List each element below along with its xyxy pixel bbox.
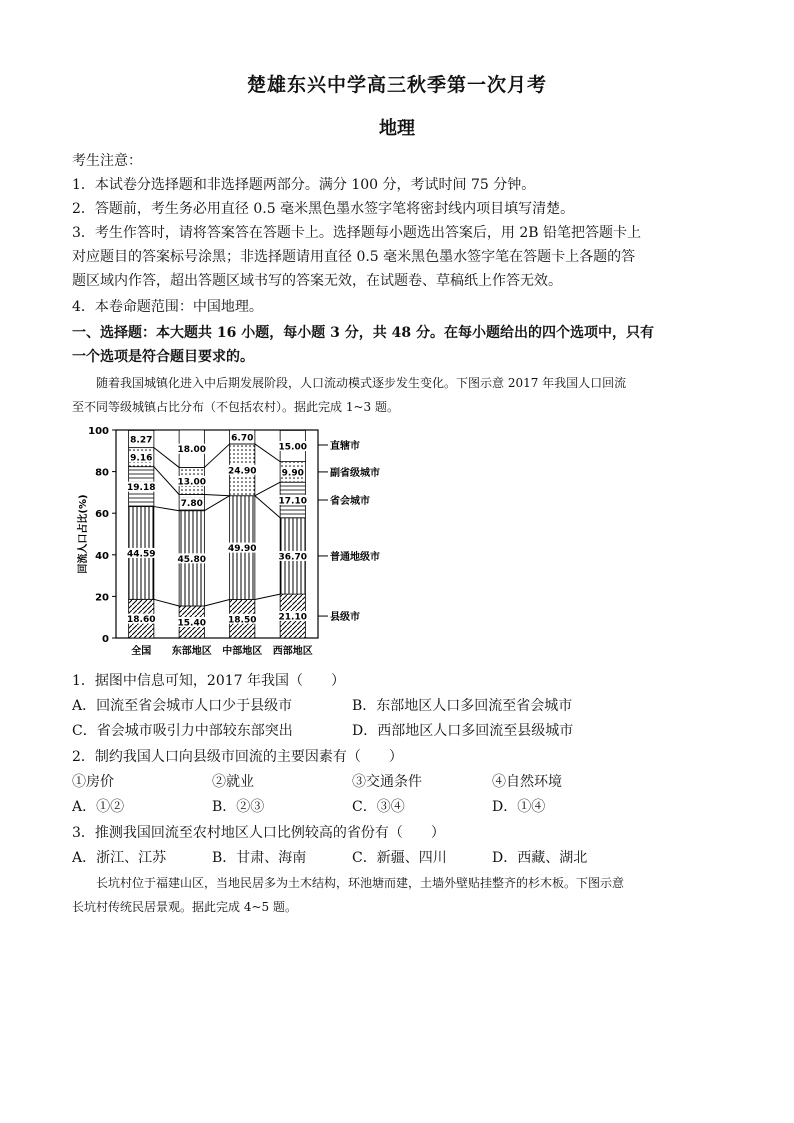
data-label: 17.10 bbox=[278, 496, 307, 507]
question-1-stem: 1．据图中信息可知，2017 年我国（ ） bbox=[72, 673, 345, 689]
q3-option-b[interactable]: B．甘肃、海南 bbox=[212, 850, 307, 866]
section-heading-cont: 一个选项是符合题目要求的。 bbox=[72, 349, 254, 365]
q2-factor-4: ④自然环境 bbox=[492, 774, 562, 790]
data-label: 18.50 bbox=[228, 615, 257, 626]
page-title: 楚雄东兴中学高三秋季第一次月考 bbox=[246, 74, 547, 96]
q1-option-a[interactable]: A．回流至省会城市人口少于县级市 bbox=[72, 698, 293, 714]
data-label: 36.70 bbox=[278, 552, 307, 563]
q1-option-c[interactable]: C．省会城市吸引力中部较东部突出 bbox=[72, 723, 293, 739]
q2-factor-2: ②就业 bbox=[212, 774, 254, 790]
q2-option-a[interactable]: A．①② bbox=[72, 799, 125, 815]
notice-item: 2．答题前，考生务必用直径 0.5 毫米黑色墨水签字笔将密封线内项目填写清楚。 bbox=[72, 201, 575, 217]
q2-option-c[interactable]: C．③④ bbox=[352, 799, 405, 815]
data-label: 9.16 bbox=[130, 453, 153, 464]
y-axis-label: 回流人口占比(%) bbox=[78, 494, 89, 574]
legend-label: 副省级城市 bbox=[330, 467, 380, 479]
passage-1: 随着我国城镇化进入中后期发展阶段，人口流动模式逐步发生变化。下图示意 2017 年我国人口回流 bbox=[96, 376, 627, 390]
passage-1-cont: 至不同等级城镇占比分布（不包括农村）。据此完成 1~3 题。 bbox=[72, 400, 399, 414]
data-label: 18.00 bbox=[177, 445, 206, 456]
question-3-stem: 3．推测我国回流至农村地区人口比例较高的省份有（ ） bbox=[72, 825, 445, 841]
legend-label: 省会城市 bbox=[330, 495, 370, 507]
data-label: 7.80 bbox=[180, 499, 203, 510]
section-heading: 一、选择题：本大题共 16 小题，每小题 3 分，共 48 分。在每小题给出的四个选项中，只有 bbox=[72, 325, 654, 341]
passage-2-cont: 长坑村传统民居景观。据此完成 4~5 题。 bbox=[72, 900, 297, 914]
data-label: 8.27 bbox=[130, 435, 153, 446]
subject-title: 地理 bbox=[379, 118, 415, 139]
data-label: 15.40 bbox=[177, 618, 206, 629]
x-category-label: 东部地区 bbox=[171, 646, 212, 657]
y-tick-label: 40 bbox=[95, 550, 109, 562]
data-label: 19.18 bbox=[127, 483, 156, 494]
data-label: 15.00 bbox=[278, 442, 307, 453]
q2-factor-1: ①房价 bbox=[72, 774, 114, 790]
q3-option-a[interactable]: A．浙江、江苏 bbox=[72, 850, 167, 866]
q2-factor-3: ③交通条件 bbox=[352, 774, 422, 790]
x-category-label: 全国 bbox=[131, 646, 152, 657]
data-label: 6.70 bbox=[231, 433, 254, 444]
data-label: 24.90 bbox=[228, 466, 257, 477]
notice-heading: 考生注意： bbox=[72, 153, 142, 169]
y-tick-label: 20 bbox=[95, 592, 109, 604]
y-tick-label: 80 bbox=[95, 467, 109, 479]
legend-label: 直辖市 bbox=[330, 440, 360, 452]
y-tick-label: 100 bbox=[88, 426, 109, 437]
data-label: 21.10 bbox=[278, 612, 307, 623]
data-label: 44.59 bbox=[127, 549, 156, 560]
q1-option-d[interactable]: D．西部地区人口多回流至县级城市 bbox=[352, 723, 574, 739]
notice-item: 4．本卷命题范围：中国地理。 bbox=[72, 299, 263, 315]
legend-label: 普通地级市 bbox=[330, 551, 380, 563]
y-tick-label: 0 bbox=[102, 634, 109, 645]
notice-item: 3．考生作答时，请将答案答在答题卡上。选择题每小题选出答案后，用 2B 铅笔把答题卡上 bbox=[72, 225, 642, 241]
notice-item: 对应题目的答案标号涂黑；非选择题请用直径 0.5 毫米黑色墨水签字笔在答题卡上各题的答 bbox=[72, 249, 636, 265]
q2-option-d[interactable]: D．①④ bbox=[492, 799, 546, 815]
q3-option-d[interactable]: D．西藏、湖北 bbox=[492, 850, 588, 866]
data-label: 49.90 bbox=[228, 544, 257, 555]
q2-option-b[interactable]: B．②③ bbox=[212, 799, 265, 815]
data-label: 18.60 bbox=[127, 615, 156, 626]
legend-label: 县级市 bbox=[330, 612, 360, 624]
stacked-bar-chart bbox=[72, 420, 392, 664]
x-category-label: 西部地区 bbox=[272, 646, 313, 657]
q3-option-c[interactable]: C．新疆、四川 bbox=[352, 850, 447, 866]
passage-2: 长坑村位于福建山区，当地民居多为土木结构，环池塘而建，土墙外壁贴挂整齐的杉木板。下图示意 bbox=[96, 876, 625, 890]
data-label: 9.90 bbox=[281, 468, 304, 479]
notice-item: 1．本试卷分选择题和非选择题两部分。满分 100 分，考试时间 75 分钟。 bbox=[72, 177, 536, 193]
data-label: 13.00 bbox=[177, 477, 206, 488]
y-tick-label: 60 bbox=[95, 509, 109, 521]
q1-option-b[interactable]: B．东部地区人口多回流至省会城市 bbox=[352, 698, 573, 714]
question-2-stem: 2．制约我国人口向县级市回流的主要因素有（ ） bbox=[72, 749, 403, 765]
x-category-label: 中部地区 bbox=[222, 646, 263, 657]
data-label: 45.80 bbox=[177, 554, 206, 565]
notice-item: 题区域内作答，超出答题区域书写的答案无效，在试题卷、草稿纸上作答无效。 bbox=[72, 273, 562, 289]
